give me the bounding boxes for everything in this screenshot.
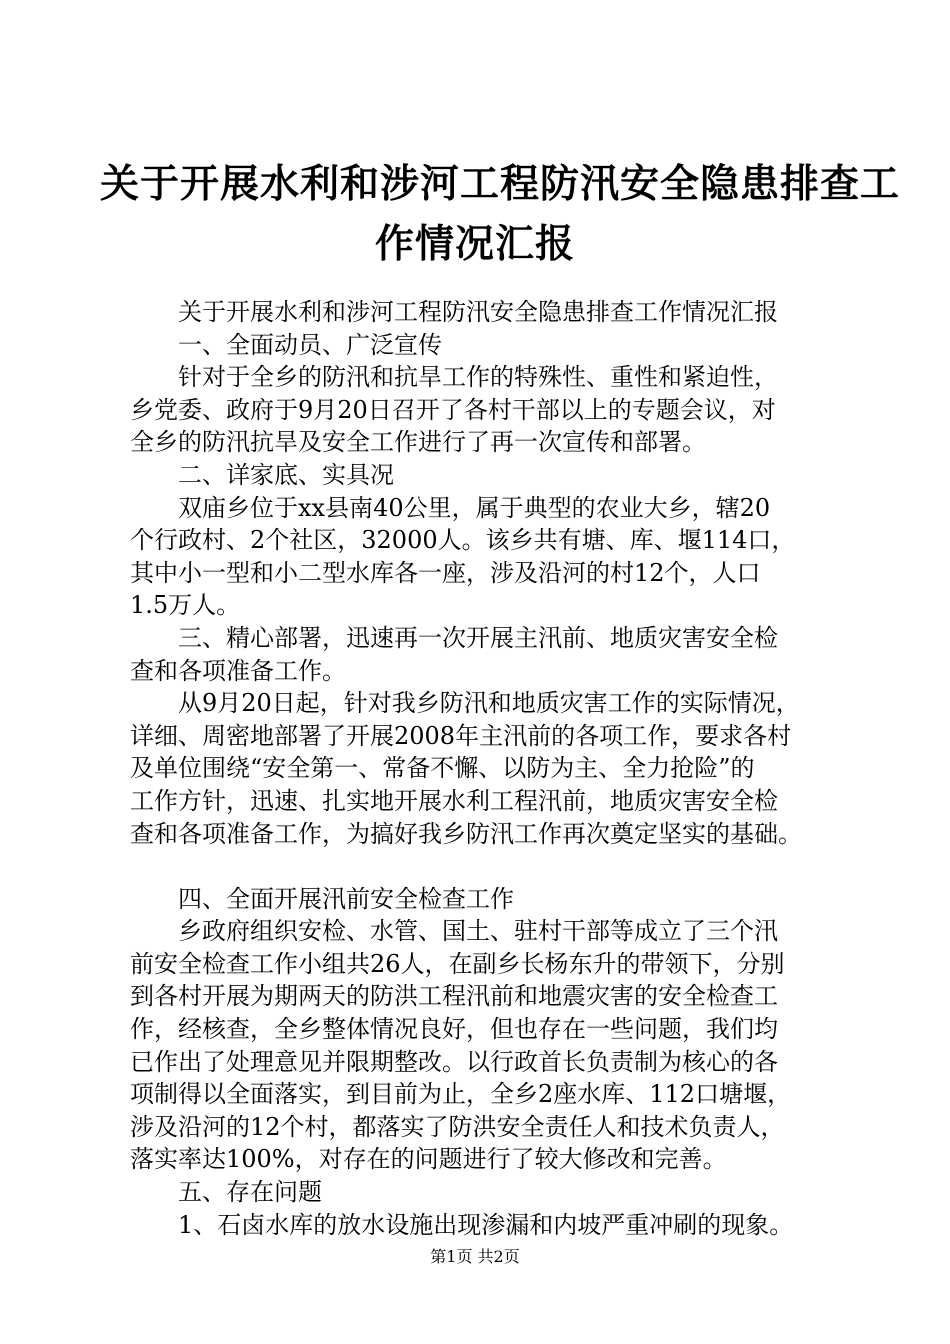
paragraph-line: 落实率达100%，对存在的问题进行了较大修改和完善。 [130, 1145, 727, 1174]
paragraph-line: 项制得以全面落实，到目前为止，全乡2座水库、112口塘堰， [130, 1080, 792, 1109]
paragraph-line: 查和各项准备工作，为搞好我乡防汛工作再次奠定坚实的基础。 [130, 819, 802, 848]
section-heading-3: 三、精心部署，迅速再一次开展主汛前、地质灾害安全检 [178, 623, 778, 652]
section-heading-1: 一、全面动员、广泛宣传 [178, 330, 442, 359]
paragraph-line: 其中小一型和小二型水库各一座，涉及沿河的村12个，人口 [130, 558, 761, 587]
paragraph-line: 及单位围绕“安全第一、常备不懈、以防为主、全力抢险”的 [130, 754, 755, 783]
paragraph-line: 前安全检查工作小组共26人，在副乡长杨东升的带领下，分别 [130, 949, 785, 978]
paragraph-line: 工作方针，迅速、扎实地开展水利工程汛前，地质灾害安全检 [130, 786, 778, 815]
paragraph-line: 已作出了处理意见并限期整改。以行政首长负责制为核心的各 [130, 1047, 778, 1076]
paragraph-line: 乡政府组织安检、水管、国土、驻村干部等成立了三个汛 [178, 917, 778, 946]
paragraph-line: 从9月20日起，针对我乡防汛和地质灾害工作的实际情况， [178, 689, 800, 718]
paragraph-line: 双庙乡位于xx县南40公里，属于典型的农业大乡，辖20 [178, 493, 771, 522]
paragraph-line: 作，经核查，全乡整体情况良好，但也存在一些问题，我们均 [130, 1015, 778, 1044]
paragraph-line: 到各村开展为期两天的防洪工程汛前和地震灾害的安全检查工 [130, 982, 778, 1011]
blank-line [130, 850, 840, 883]
document-body [130, 296, 840, 1241]
paragraph-line: 个行政村、2个社区，32000人。该乡共有塘、库、堰114口， [130, 526, 796, 555]
paragraph-line: 乡党委、政府于9月20日召开了各村干部以上的专题会议，对 [130, 395, 776, 424]
paragraph-line: 详细、周密地部署了开展2008年主汛前的各项工作，要求各村 [130, 721, 792, 750]
page-footer: 第1页 共2页 [430, 1247, 520, 1266]
paragraph-line: 涉及沿河的12个村，都落实了防洪安全责任人和技术负责人， [130, 1112, 785, 1141]
paragraph-line: 1.5万人。 [130, 591, 241, 620]
section-heading-5: 五、存在问题 [178, 1178, 322, 1207]
section-heading-4: 四、全面开展汛前安全检查工作 [178, 884, 514, 913]
document-title-line-2: 作情况汇报 [374, 221, 575, 267]
section-heading-3-cont: 查和各项准备工作。 [130, 656, 346, 685]
paragraph-line: 全乡的防汛抗旱及安全工作进行了再一次宣传和部署。 [130, 428, 706, 457]
document-title-line-1: 关于开展水利和涉河工程防汛安全隐患排查工 [100, 161, 901, 207]
paragraph-line: 1、石卤水库的放水设施出现渗漏和内坡严重冲刷的现象。 [178, 1210, 794, 1239]
paragraph-line: 针对于全乡的防汛和抗旱工作的特殊性、重性和紧迫性， [178, 363, 778, 392]
paragraph-heading-report-title: 关于开展水利和涉河工程防汛安全隐患排查工作情况汇报 [178, 298, 778, 326]
section-heading-2: 二、详家底、实具况 [178, 460, 394, 489]
